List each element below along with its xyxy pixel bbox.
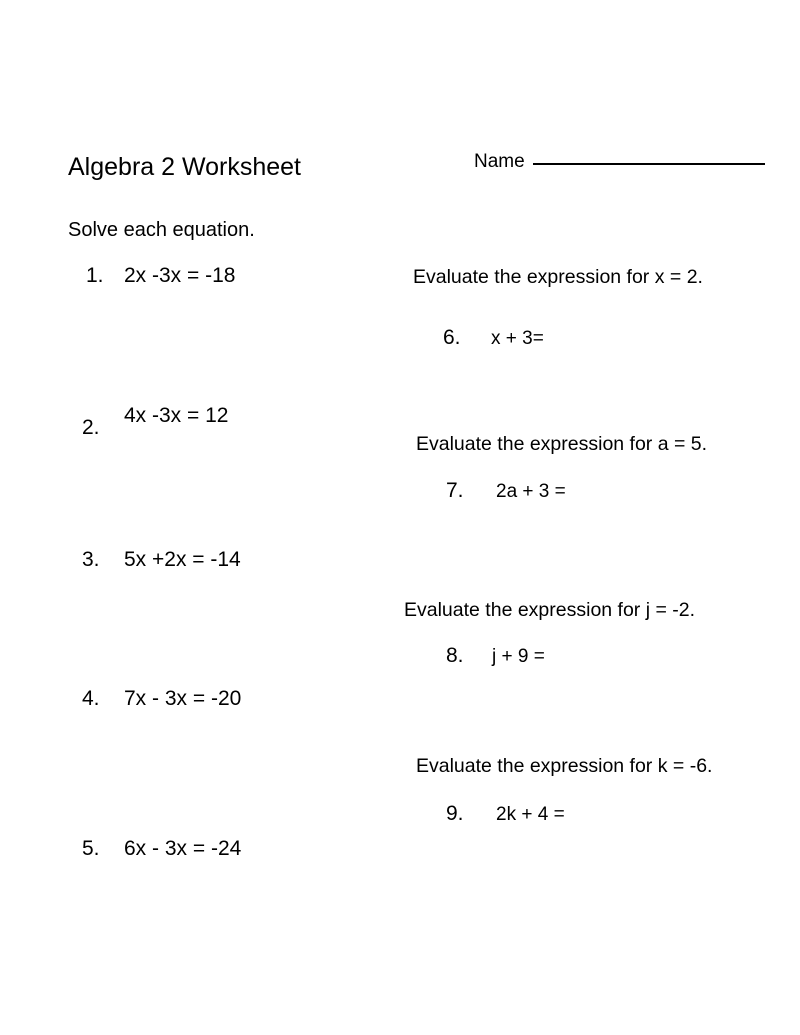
- name-field-label: Name: [474, 151, 525, 172]
- problem-4-expression: 7x - 3x = -20: [124, 687, 242, 710]
- problem-5: [82, 838, 241, 859]
- problem-3-expression: 5x +2x = -14: [124, 548, 241, 571]
- problem-8: [446, 645, 545, 666]
- problem-3-number: 3.: [82, 548, 100, 571]
- problem-7-expression: 2a + 3 =: [496, 481, 566, 502]
- name-field-rule[interactable]: [533, 163, 765, 165]
- instruction-evaluate-a: Evaluate the expression for a = 5.: [416, 433, 708, 455]
- problem-5-expression: 6x - 3x = -24: [124, 837, 242, 860]
- problem-6: [443, 327, 544, 348]
- instruction-solve-each-equation: Solve each equation.: [68, 219, 255, 241]
- problem-8-expression: j + 9 =: [492, 646, 545, 667]
- problem-7: [446, 480, 566, 501]
- page-title: Algebra 2 Worksheet: [68, 153, 301, 181]
- problem-1-number: 1.: [86, 264, 104, 287]
- problem-2-expression: 4x -3x = 12: [124, 404, 229, 427]
- instruction-evaluate-j: Evaluate the expression for j = -2.: [404, 599, 696, 621]
- problem-6-expression: x + 3=: [491, 328, 544, 349]
- problem-4-number: 4.: [82, 687, 100, 710]
- problem-9-number: 9.: [446, 802, 464, 825]
- problem-5-number: 5.: [82, 837, 100, 860]
- problem-1: [86, 265, 235, 286]
- problem-6-number: 6.: [443, 326, 461, 349]
- problem-8-number: 8.: [446, 644, 464, 667]
- problem-3: [82, 549, 241, 570]
- problem-7-number: 7.: [446, 479, 464, 502]
- problem-2-number: 2.: [82, 416, 100, 439]
- name-field: [474, 152, 765, 171]
- problem-2: [82, 404, 229, 439]
- instruction-evaluate-x: Evaluate the expression for x = 2.: [413, 266, 703, 288]
- problem-9-expression: 2k + 4 =: [496, 804, 565, 825]
- problem-1-expression: 2x -3x = -18: [124, 264, 236, 287]
- instruction-evaluate-k: Evaluate the expression for k = -6.: [416, 755, 713, 777]
- problem-4: [82, 688, 241, 709]
- problem-9: [446, 803, 565, 824]
